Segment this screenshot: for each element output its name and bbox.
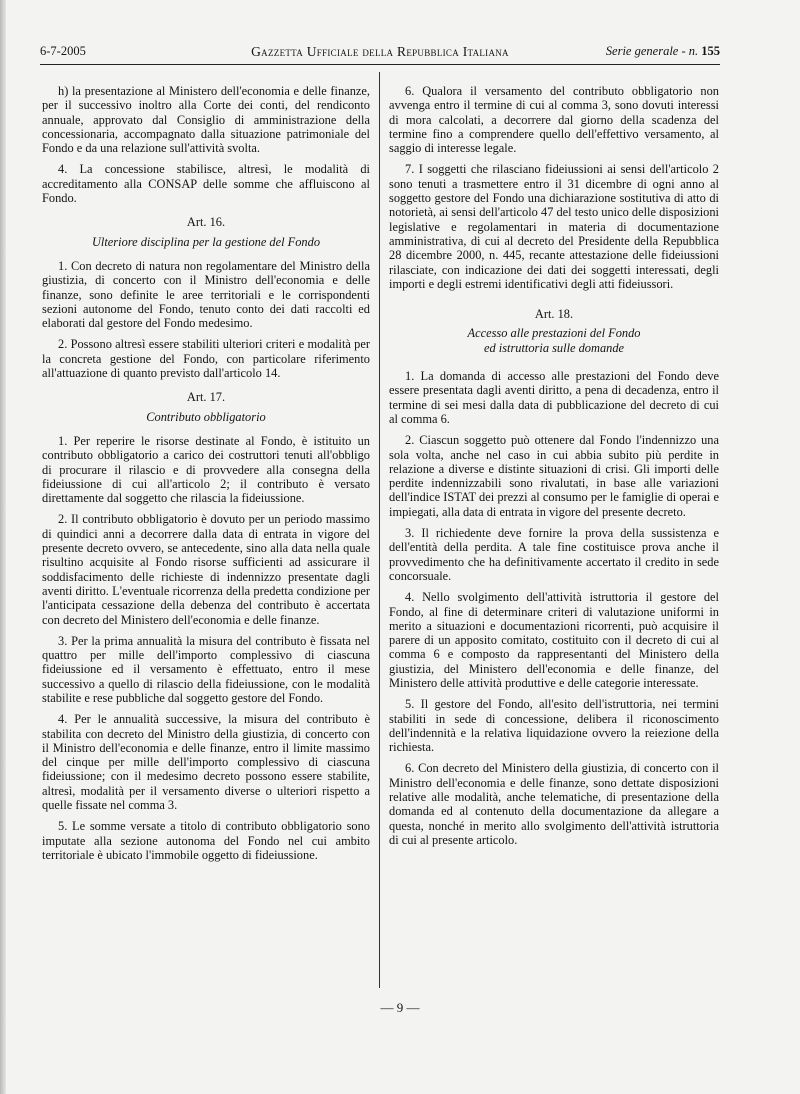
article-17-paragraph-5: 5. Le somme versate a titolo di contributo obbligatorio sono imputate alla sezione autonoma del Fondo nel cui ambito territoriale è ubicato l'immobile oggetto di fideiussione.: [42, 819, 370, 862]
article-17-title: Contributo obbligatorio: [146, 409, 266, 424]
paragraph-h: h) la presentazione al Ministero dell'economia e delle finanze, per il successivo inoltro alla Corte dei conti, del rendiconto annuale, approvato dal Consiglio di amministrazione della concessionaria, accompagnato dalla situazione patrimoniale del Fondo e da una relazione sull'attività svolta.: [42, 84, 370, 156]
article-17-number: Art. 17.: [186, 390, 226, 405]
article-18-number: Art. 18.: [534, 307, 574, 322]
column-divider: [379, 72, 380, 988]
header-series-label: Serie generale - n.: [605, 44, 699, 58]
article-17-paragraph-2: 2. Il contributo obbligatorio è dovuto per un periodo massimo di quindici anni a decorrere dalla data di entrata in vigore del presente decreto ovvero, se antecedente, sino alla data nella quale risultino acquisite al Fondo risorse sufficienti ad assicurare il soddisfacimento delle richieste di indennizzo presentate dagli aventi diritto. L'eventuale ricorrenza della predetta condizione per l'anticipata cessazione della debenza del contributo è accertata con decreto del Ministero dell'economia e delle finanze.: [42, 512, 370, 627]
paragraph-4: 4. La concessione stabilisce, altresì, le modalità di accreditamento alla CONSAP delle somme che affluiscono al Fondo.: [42, 162, 370, 206]
article-18-paragraph-2: 2. Ciascun soggetto può ottenere dal Fondo l'indennizzo una sola volta, anche nel caso in cui abbia subito più perdite in relazione a diverse e distinte situazioni di crisi. Gli importi delle perdite indennizzabili sono rivalutati, in base alle variazioni dell'indice ISTAT dei prezzi al consumo per le famiglie di operai e impiegati, alla data di entrata in vigore del presente decreto.: [389, 433, 719, 519]
article-16-title: Ulteriore disciplina per la gestione del Fondo: [91, 234, 321, 249]
page-number: — 9 —: [380, 1000, 420, 1015]
header-series: [606, 44, 720, 59]
article-16-paragraph-2: 2. Possono altresì essere stabiliti ulteriori criteri e modalità per la concreta gestione del Fondo, con particolare riferimento all'attuazione di quanto previsto dall'articolo 14.: [42, 337, 370, 381]
article-18-paragraph-4: 4. Nello svolgimento dell'attività istruttoria il gestore del Fondo, al fine di determinare criteri di valutazione uniformi in merito a situazioni e documentazioni ricorrenti, può acquisire il parere di un apposito comitato, costituito con il decreto di cui al comma 6 e composto da rappresentanti del Ministero della giustizia, del Ministero dell'economia e delle finanze, del Ministero delle attività produttive e delle categorie interessate.: [389, 590, 719, 690]
article-17-paragraph-3: 3. Per la prima annualità la misura del contributo è fissata nel quattro per mille dell'importo complessivo di ciascuna fideiussione ed il versamento è effettuato, entro il mese successivo a quello di rilascio della fideiussione, con le modalità stabilite e rese pubbliche dal soggetto gestore del Fondo.: [42, 633, 370, 705]
article-18-title-line-1: Accesso alle prestazioni del Fondo: [467, 326, 641, 341]
article-17-paragraph-7: 7. I soggetti che rilasciano fideiussioni ai sensi dell'articolo 2 sono tenuti a trasmettere entro il 31 dicembre di ogni anno al soggetto gestore del Fondo una dichiarazione sostitutiva di atto di notorietà, ai sensi dell'articolo 47 del testo unico delle disposizioni legislative e regolamentari in materia di documentazione amministrativa, di cui al decreto del Presidente della Repubblica 28 dicembre 2000, n. 445, recante attestazione delle fideiussioni rilasciate, con indicazione dei dati dei soggetti interessati, degli importi e degli estremi identificativi degli atti fideiussori.: [389, 162, 719, 291]
left-column: [42, 84, 370, 869]
article-18-paragraph-6: 6. Con decreto del Ministero della giustizia, di concerto con il Ministro dell'economia e delle finanze, sono dettate disposizioni relative alle modalità, anche telematiche, di presentazione della domanda ed al contenuto della documentazione da allegare a questa, nonché in merito allo svolgimento dell'attività istruttoria di cui al presente articolo.: [389, 761, 719, 847]
header-date: 6-7-2005: [40, 44, 86, 58]
article-18-paragraph-1: 1. La domanda di accesso alle prestazioni del Fondo deve essere presentata dagli aventi diritto, a pena di decadenza, entro il termine di sei mesi dalla data di pubblicazione del decreto di cui al comma 6.: [389, 369, 719, 426]
header-rule: [40, 64, 720, 65]
article-17-paragraph-6: 6. Qualora il versamento del contributo obbligatorio non avvenga entro il termine di cui al comma 3, sono dovuti interessi di mora calcolati, a decorrere dal giorno della scadenza del termine fino a comprendere quello dell'effettivo versamento, al saggio di interesse legale.: [389, 84, 719, 156]
article-18-title-line-2: ed istruttoria sulle domande: [483, 340, 625, 355]
right-column: [389, 84, 719, 854]
article-17-paragraph-1: 1. Per reperire le risorse destinate al Fondo, è istituito un contributo obbligatorio a carico dei costruttori tenuti all'obbligo di procurare il rilascio e di provvedere alla consegna della fideiussione di cui all'articolo 2; il contributo è versato direttamente dal soggetto che rilascia la fideiussione.: [42, 433, 370, 506]
article-16-number: Art. 16.: [186, 215, 226, 230]
header-issue-number: 155: [701, 44, 720, 58]
page-header: [40, 44, 720, 62]
article-18-paragraph-3: 3. Il richiedente deve fornire la prova della sussistenza e dell'entità della perdita. A tale fine costituisce prova anche il provvedimento che ha definitivamente accertato il credito in sede concorsuale.: [389, 526, 719, 583]
article-18-paragraph-5: 5. Il gestore del Fondo, all'esito dell'istruttoria, nei termini stabiliti in sede di concessione, delibera il riconoscimento dell'indennità e la relativa liquidazione ovvero la reiezione della richiesta.: [389, 697, 719, 755]
header-title: Gazzetta Ufficiale della Repubblica Italiana: [251, 44, 509, 59]
article-17-paragraph-4: 4. Per le annualità successive, la misura del contributo è stabilita con decreto del Ministro della giustizia, di concerto con il Ministro dell'economia e delle finanze, entro il limite massimo del cinque per mille dell'importo complessivo di ciascuna fideiussione; con il medesimo decreto possono essere stabilite, altresì, modalità per il versamento diverse o ulteriori rispetto a quelle fissate nel comma 3.: [42, 712, 370, 813]
scan-edge: [0, 0, 6, 1094]
article-16-paragraph-1: 1. Con decreto di natura non regolamentare del Ministro della giustizia, di concerto con il Ministro dell'economia e delle finanze, sono definite le aree territoriali e le corrispondenti sezioni autonome del Fondo, tenuto conto dei dati raccolti ed elaborati dal gestore del Fondo medesimo.: [42, 258, 370, 331]
